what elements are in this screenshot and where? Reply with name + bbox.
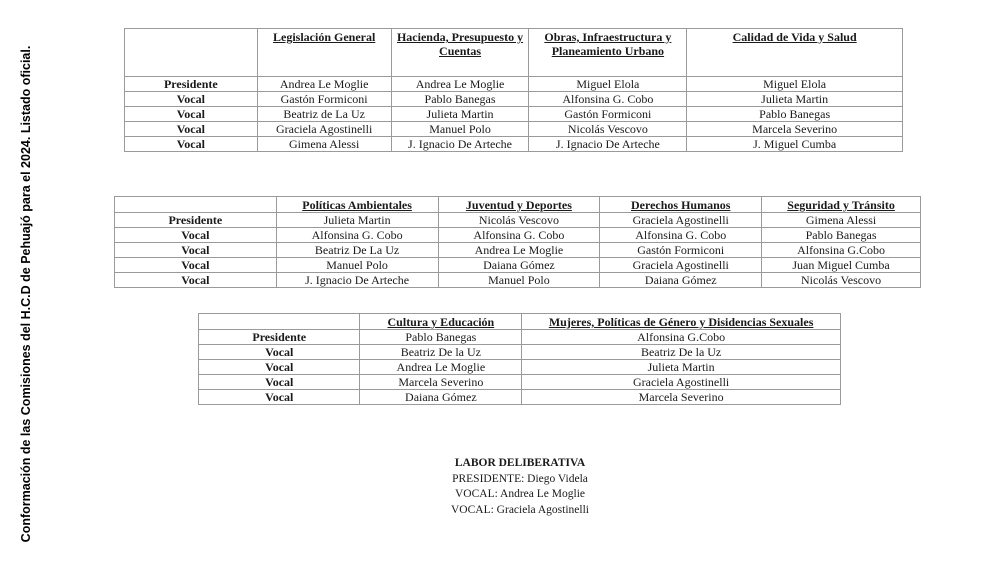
- table-row: [125, 137, 903, 152]
- table-row: [199, 360, 841, 375]
- table-cell: Beatriz De la Uz: [522, 345, 841, 360]
- table-row: [199, 390, 841, 405]
- table-row: [125, 92, 903, 107]
- table-cell: Gastón Formiconi: [600, 243, 762, 258]
- table-cell: Julieta Martin: [391, 107, 529, 122]
- role-cell: Vocal: [125, 107, 258, 122]
- table-cell: Andrea Le Moglie: [257, 77, 391, 92]
- table-cell: Daiana Gómez: [360, 390, 522, 405]
- table-cell: Pablo Banegas: [360, 330, 522, 345]
- committee-table-3: [198, 313, 841, 405]
- table-cell: Graciela Agostinelli: [522, 375, 841, 390]
- table-cell: Miguel Elola: [687, 77, 903, 92]
- labor-line: VOCAL: Graciela Agostinelli: [451, 503, 589, 516]
- labor-deliberativa-block: [370, 456, 670, 518]
- table-row: [115, 243, 921, 258]
- table-cell: Pablo Banegas: [762, 228, 921, 243]
- table-cell: Marcela Severino: [360, 375, 522, 390]
- labor-line: VOCAL: Andrea Le Moglie: [455, 488, 585, 500]
- column-header: Obras, Infraestructura y Planeamiento Urbano: [529, 29, 687, 77]
- table-cell: Manuel Polo: [438, 273, 600, 288]
- table-cell: Andrea Le Moglie: [360, 360, 522, 375]
- table-cell: Beatriz De La Uz: [276, 243, 438, 258]
- table-cell: Graciela Agostinelli: [600, 258, 762, 273]
- table-cell: Pablo Banegas: [391, 92, 529, 107]
- role-cell: Vocal: [115, 258, 277, 273]
- role-cell: Vocal: [115, 243, 277, 258]
- table-row: [125, 122, 903, 137]
- table-cell: Alfonsina G.Cobo: [762, 243, 921, 258]
- table-cell: Nicolás Vescovo: [438, 213, 600, 228]
- role-cell: Vocal: [199, 390, 360, 405]
- table-cell: Andrea Le Moglie: [438, 243, 600, 258]
- column-header: Calidad de Vida y Salud: [687, 29, 903, 77]
- table-cell: Alfonsina G. Cobo: [529, 92, 687, 107]
- table-cell: Alfonsina G. Cobo: [276, 228, 438, 243]
- column-header: Cultura y Educación: [360, 314, 522, 330]
- table-cell: J. Ignacio De Arteche: [276, 273, 438, 288]
- table-cell: Alfonsina G. Cobo: [438, 228, 600, 243]
- role-cell: Vocal: [125, 92, 258, 107]
- committee-table-2: [114, 196, 921, 288]
- table-cell: Gimena Alessi: [762, 213, 921, 228]
- labor-title: LABOR DELIBERATIVA: [454, 457, 586, 469]
- table-row: [199, 375, 841, 390]
- table-row: [115, 273, 921, 288]
- committee-table-1: [124, 28, 903, 152]
- role-cell: Presidente: [115, 213, 277, 228]
- role-cell: Vocal: [115, 273, 277, 288]
- column-header: Mujeres, Políticas de Género y Disidencias Sexuales: [522, 314, 841, 330]
- table-cell: Gastón Formiconi: [529, 107, 687, 122]
- table-cell: Beatriz de La Uz: [257, 107, 391, 122]
- table-cell: Manuel Polo: [391, 122, 529, 137]
- table-row: [125, 77, 903, 92]
- table-cell: J. Miguel Cumba: [687, 137, 903, 152]
- table-row: [125, 107, 903, 122]
- role-cell: Vocal: [199, 360, 360, 375]
- role-cell: Vocal: [199, 375, 360, 390]
- table-cell: Daiana Gómez: [438, 258, 600, 273]
- table-cell: Gastón Formiconi: [257, 92, 391, 107]
- table-header-row: [115, 197, 921, 213]
- table-cell: Graciela Agostinelli: [257, 122, 391, 137]
- column-header: [199, 314, 360, 330]
- role-cell: Vocal: [125, 122, 258, 137]
- table-cell: Manuel Polo: [276, 258, 438, 273]
- column-header: Derechos Humanos: [600, 197, 762, 213]
- table-cell: Daiana Gómez: [600, 273, 762, 288]
- role-cell: Presidente: [199, 330, 360, 345]
- column-header: [115, 197, 277, 213]
- role-cell: Vocal: [199, 345, 360, 360]
- table-row: [115, 258, 921, 273]
- table-cell: J. Ignacio De Arteche: [529, 137, 687, 152]
- table-cell: Marcela Severino: [687, 122, 903, 137]
- table-cell: J. Ignacio De Arteche: [391, 137, 529, 152]
- table-cell: Miguel Elola: [529, 77, 687, 92]
- table-cell: Juan Miguel Cumba: [762, 258, 921, 273]
- side-caption: Conformación de las Comisiones del H.C.D de Pehuajó para el 2024. Listado oficial.: [19, 45, 33, 543]
- table-header-row: [199, 314, 841, 330]
- table-cell: Pablo Banegas: [687, 107, 903, 122]
- table-cell: Alfonsina G. Cobo: [600, 228, 762, 243]
- table-row: [199, 345, 841, 360]
- table-cell: Julieta Martin: [687, 92, 903, 107]
- table-cell: Julieta Martin: [522, 360, 841, 375]
- table-cell: Gimena Alessi: [257, 137, 391, 152]
- column-header: Hacienda, Presupuesto y Cuentas: [391, 29, 529, 77]
- column-header: [125, 29, 258, 77]
- table-row: [199, 330, 841, 345]
- table-cell: Graciela Agostinelli: [600, 213, 762, 228]
- table-cell: Nicolás Vescovo: [762, 273, 921, 288]
- table-cell: Alfonsina G.Cobo: [522, 330, 841, 345]
- role-cell: Vocal: [125, 137, 258, 152]
- table-cell: Marcela Severino: [522, 390, 841, 405]
- column-header: Seguridad y Tránsito: [762, 197, 921, 213]
- role-cell: Presidente: [125, 77, 258, 92]
- column-header: Políticas Ambientales: [276, 197, 438, 213]
- role-cell: Vocal: [115, 228, 277, 243]
- column-header: Legislación General: [257, 29, 391, 77]
- table-cell: Julieta Martin: [276, 213, 438, 228]
- column-header: Juventud y Deportes: [438, 197, 600, 213]
- table-cell: Nicolás Vescovo: [529, 122, 687, 137]
- table-header-row: [125, 29, 903, 77]
- table-row: [115, 213, 921, 228]
- table-cell: Beatriz De la Uz: [360, 345, 522, 360]
- labor-line: PRESIDENTE: Diego Videla: [452, 472, 588, 485]
- table-cell: Andrea Le Moglie: [391, 77, 529, 92]
- table-row: [115, 228, 921, 243]
